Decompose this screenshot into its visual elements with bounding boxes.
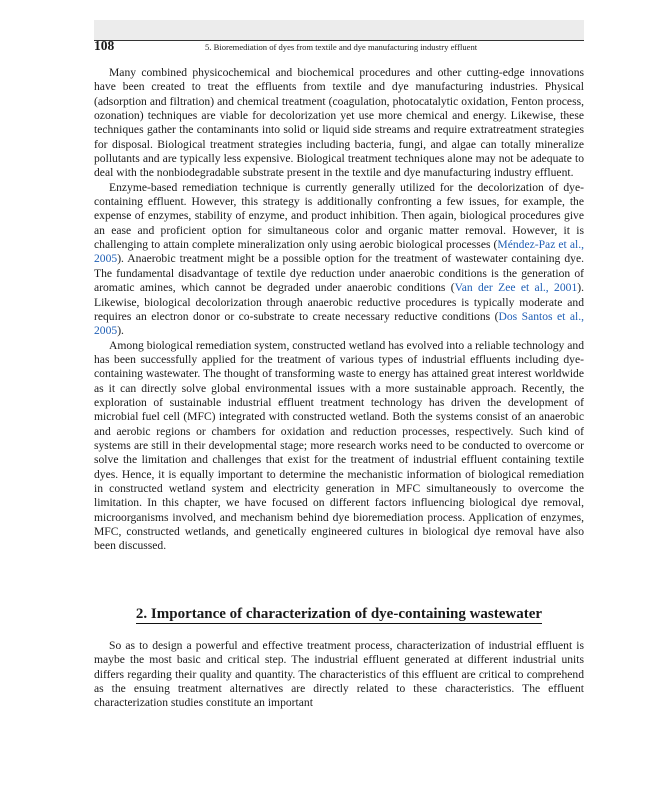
text-segment: ). Anaerobic treatment might be a possible option for the treatment of wastewater containing dye. The fundamental disadvantage of textile dye reduction under anaerobic conditions is the generation of aromatic amines, which cannot be degraded under anaerobic conditions ( [94,252,584,295]
chapter-running-title: 5. Bioremediation of dyes from textile and dye manufacturing industry effluent [205,42,478,52]
page-number: 108 [94,38,115,53]
text-segment: ). [117,324,124,338]
paragraph-3 [94,339,584,554]
paragraph-2 [94,181,584,339]
paragraph-1 [94,66,584,181]
text-segment: Among biological remediation system, constructed wetland has evolved into a reliable technology and has been successfully applied for the treatment of various types of industrial effluents including dye-containing wastewater. The thought of transforming waste to energy has attained great interest worldwide as it can directly solve global environmental issues with a more sustainable approach. Recently, the exploration of sustainable industrial effluent treatment technology has driven the development of microbial fuel cell (MFC) integrated with constructed wetland. Both the systems consist of an anaerobic and aerobic regions or chambers for oxidation and reduction processes, respectively. Such kind of systems are still in their developmental stage; more research works need to be conducted to overcome or solve the limitation and challenges that exist for the treatment of industrial effluent containing textile dyes. Hence, it is equally important to determine the mechanistic information of biological remediation in constructed wetland system and electricity generation in MFC simultaneously to overcome the limitation. In this chapter, we have focused on different factors influencing biological dye removal, microorganisms involved, and mechanism behind dye bioremediation process. Application of enzymes, MFC, constructed wetlands, and genetically engineered cultures in biological dye removal have also been discussed. [94,338,584,553]
text-segment: ). Likewise, biological decolorization through anaerobic reductive procedures is typically moderate and requires an electron donor or co-substrate to create necessary reductive conditions ( [94,281,585,323]
running-head-bar [94,20,584,41]
section-heading-text [136,606,542,624]
section-number: 2. [135,606,148,622]
citation-link[interactable]: Dos Santos et al., 2005 [94,309,585,338]
citation-link[interactable]: Méndez-Paz et al., 2005 [94,238,584,266]
text-segment: Many combined physicochemical and biochemical procedures and other cutting-edge innovations have been created to treat the effluents from textile and dye manufacturing industries. Physical (adsorption and filtration) and chemical treatment (coagulation, photocatalytic oxidation, Fenton process, ozonation) techniques are viable for decolorization yet use more chemical and energy. Likewise, these techniques gather the contaminants into solid or liquid side streams and require extratreatment strategies for disposal. Biological treatment strategies including bacteria, fungi, and algae can totally mineralize pollutants and are typically less expensive. Biological treatment techniques alone may not be adequate to deal with the nonbiodegradable substrate present in the textile and dye manufacturing industry effluent. [94,66,584,180]
section-body [94,639,584,711]
citation-link[interactable]: Van der Zee et al., 2001 [454,281,578,295]
section-heading [94,604,584,624]
section-paragraph: So as to design a powerful and effective treatment process, characterization of industrial effluent is maybe the most basic and critical step. The industrial effluent generated at different industrial units differs regarding their quality and quantity. The characteristics of this effluent are critical to comprehend as the ensuing treatment alternatives are directly related to these characteristics. The effluent characterization studies constitute an important [94,639,584,710]
text-segment: Enzyme-based remediation technique is currently generally utilized for the decolorization of dye-containing effluent. However, this strategy is additionally confronting a few issues, for example, the expense of enzymes, stability of enzyme, and product inhibition. Then again, biological procedures give an ease and proficient option for simultaneous color and organic matter removal. However, it is challenging to attain complete mineralization only using aerobic biological processes ( [94,180,584,252]
body-text [94,66,584,554]
section-title: Importance of characterization of dye-containing wastewater [150,606,543,622]
